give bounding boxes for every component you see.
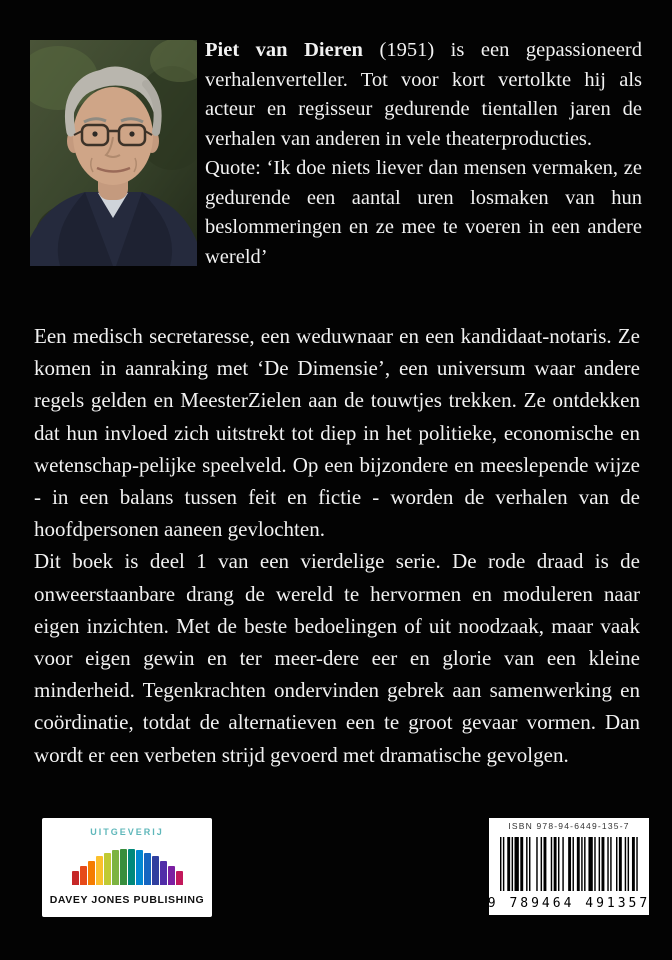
author-portrait-image <box>30 40 197 266</box>
barcode-bars-icon <box>498 837 640 891</box>
author-bio <box>205 36 642 272</box>
rainbow-bar <box>160 861 167 885</box>
author-photo <box>30 40 197 266</box>
author-bio-paragraph <box>205 36 642 154</box>
isbn-barcode-box <box>489 818 649 915</box>
rainbow-bar <box>144 853 151 885</box>
synopsis <box>34 320 640 771</box>
isbn-number: 9 789464 491357 <box>487 896 651 911</box>
author-quote: Quote: ‘Ik doe niets liever dan mensen vermaken, ze gedurende een aantal uren losmaken van hun beslommeringen en ze mee te voeren in een andere wereld’ <box>205 157 642 268</box>
rainbow-bar <box>104 853 111 885</box>
author-name: Piet van Dieren <box>205 39 363 61</box>
rainbow-bar <box>96 856 103 885</box>
rainbow-bar <box>88 861 95 885</box>
isbn-text: ISBN 978-94-6449-135-7 <box>508 821 630 831</box>
synopsis-paragraph-2: Dit boek is deel 1 van een vierdelige serie. De rode draad is de onweerstaanbare drang de wereld te hervormen en moduleren naar eigen inzichten. Met de beste bedoelingen of uit noodzaak, maar vaak voor eigen gewin en ter meer-dere eer en glorie van een kleine minderheid. Tegenkrachten ondervinden gebrek aan samenwerking en coördinatie, totdat de alternatieven een te groot gevaar vormen. Dan wordt er een verbeten strijd gevoerd met dramatische gevolgen. <box>34 549 640 767</box>
rainbow-bar <box>80 866 87 885</box>
rainbow-bar <box>72 871 79 885</box>
rainbow-bar <box>112 850 119 885</box>
synopsis-paragraph-1: Een medisch secretaresse, een weduwnaar en een kandidaat-notaris. Ze komen in aanraking met ‘De Dimensie’, een universum waar andere regels gelden en MeesterZielen aan de touwtjes trekken. Ze ontdekken dat hun invloed zich uitstrekt tot diep in het politieke, economische en wetenschap-pelijke speelveld. Op een bijzondere en meeslepende wijze - in een balans tussen feit en fictie - worden de verhalen van de hoofdpersonen aaneen gevlochten. <box>34 324 640 542</box>
rainbow-bar <box>168 866 175 885</box>
author-bio-text: (1951) is een gepassioneerd verhalenverteller. Tot voor kort vertolkte hij als acteur en regisseur gedurende tientallen jaren de verhalen van anderen in vele theaterproducties. <box>205 39 642 150</box>
publisher-label: UITGEVERIJ <box>90 827 164 837</box>
rainbow-bar <box>136 850 143 885</box>
rainbow-logo-icon <box>72 847 183 885</box>
publisher-logo-box <box>42 818 212 917</box>
rainbow-bar <box>152 856 159 885</box>
publisher-name: DAVEY JONES PUBLISHING <box>49 894 205 906</box>
rainbow-bar <box>128 849 135 885</box>
rainbow-bar <box>120 849 127 885</box>
rainbow-bar <box>176 871 183 885</box>
